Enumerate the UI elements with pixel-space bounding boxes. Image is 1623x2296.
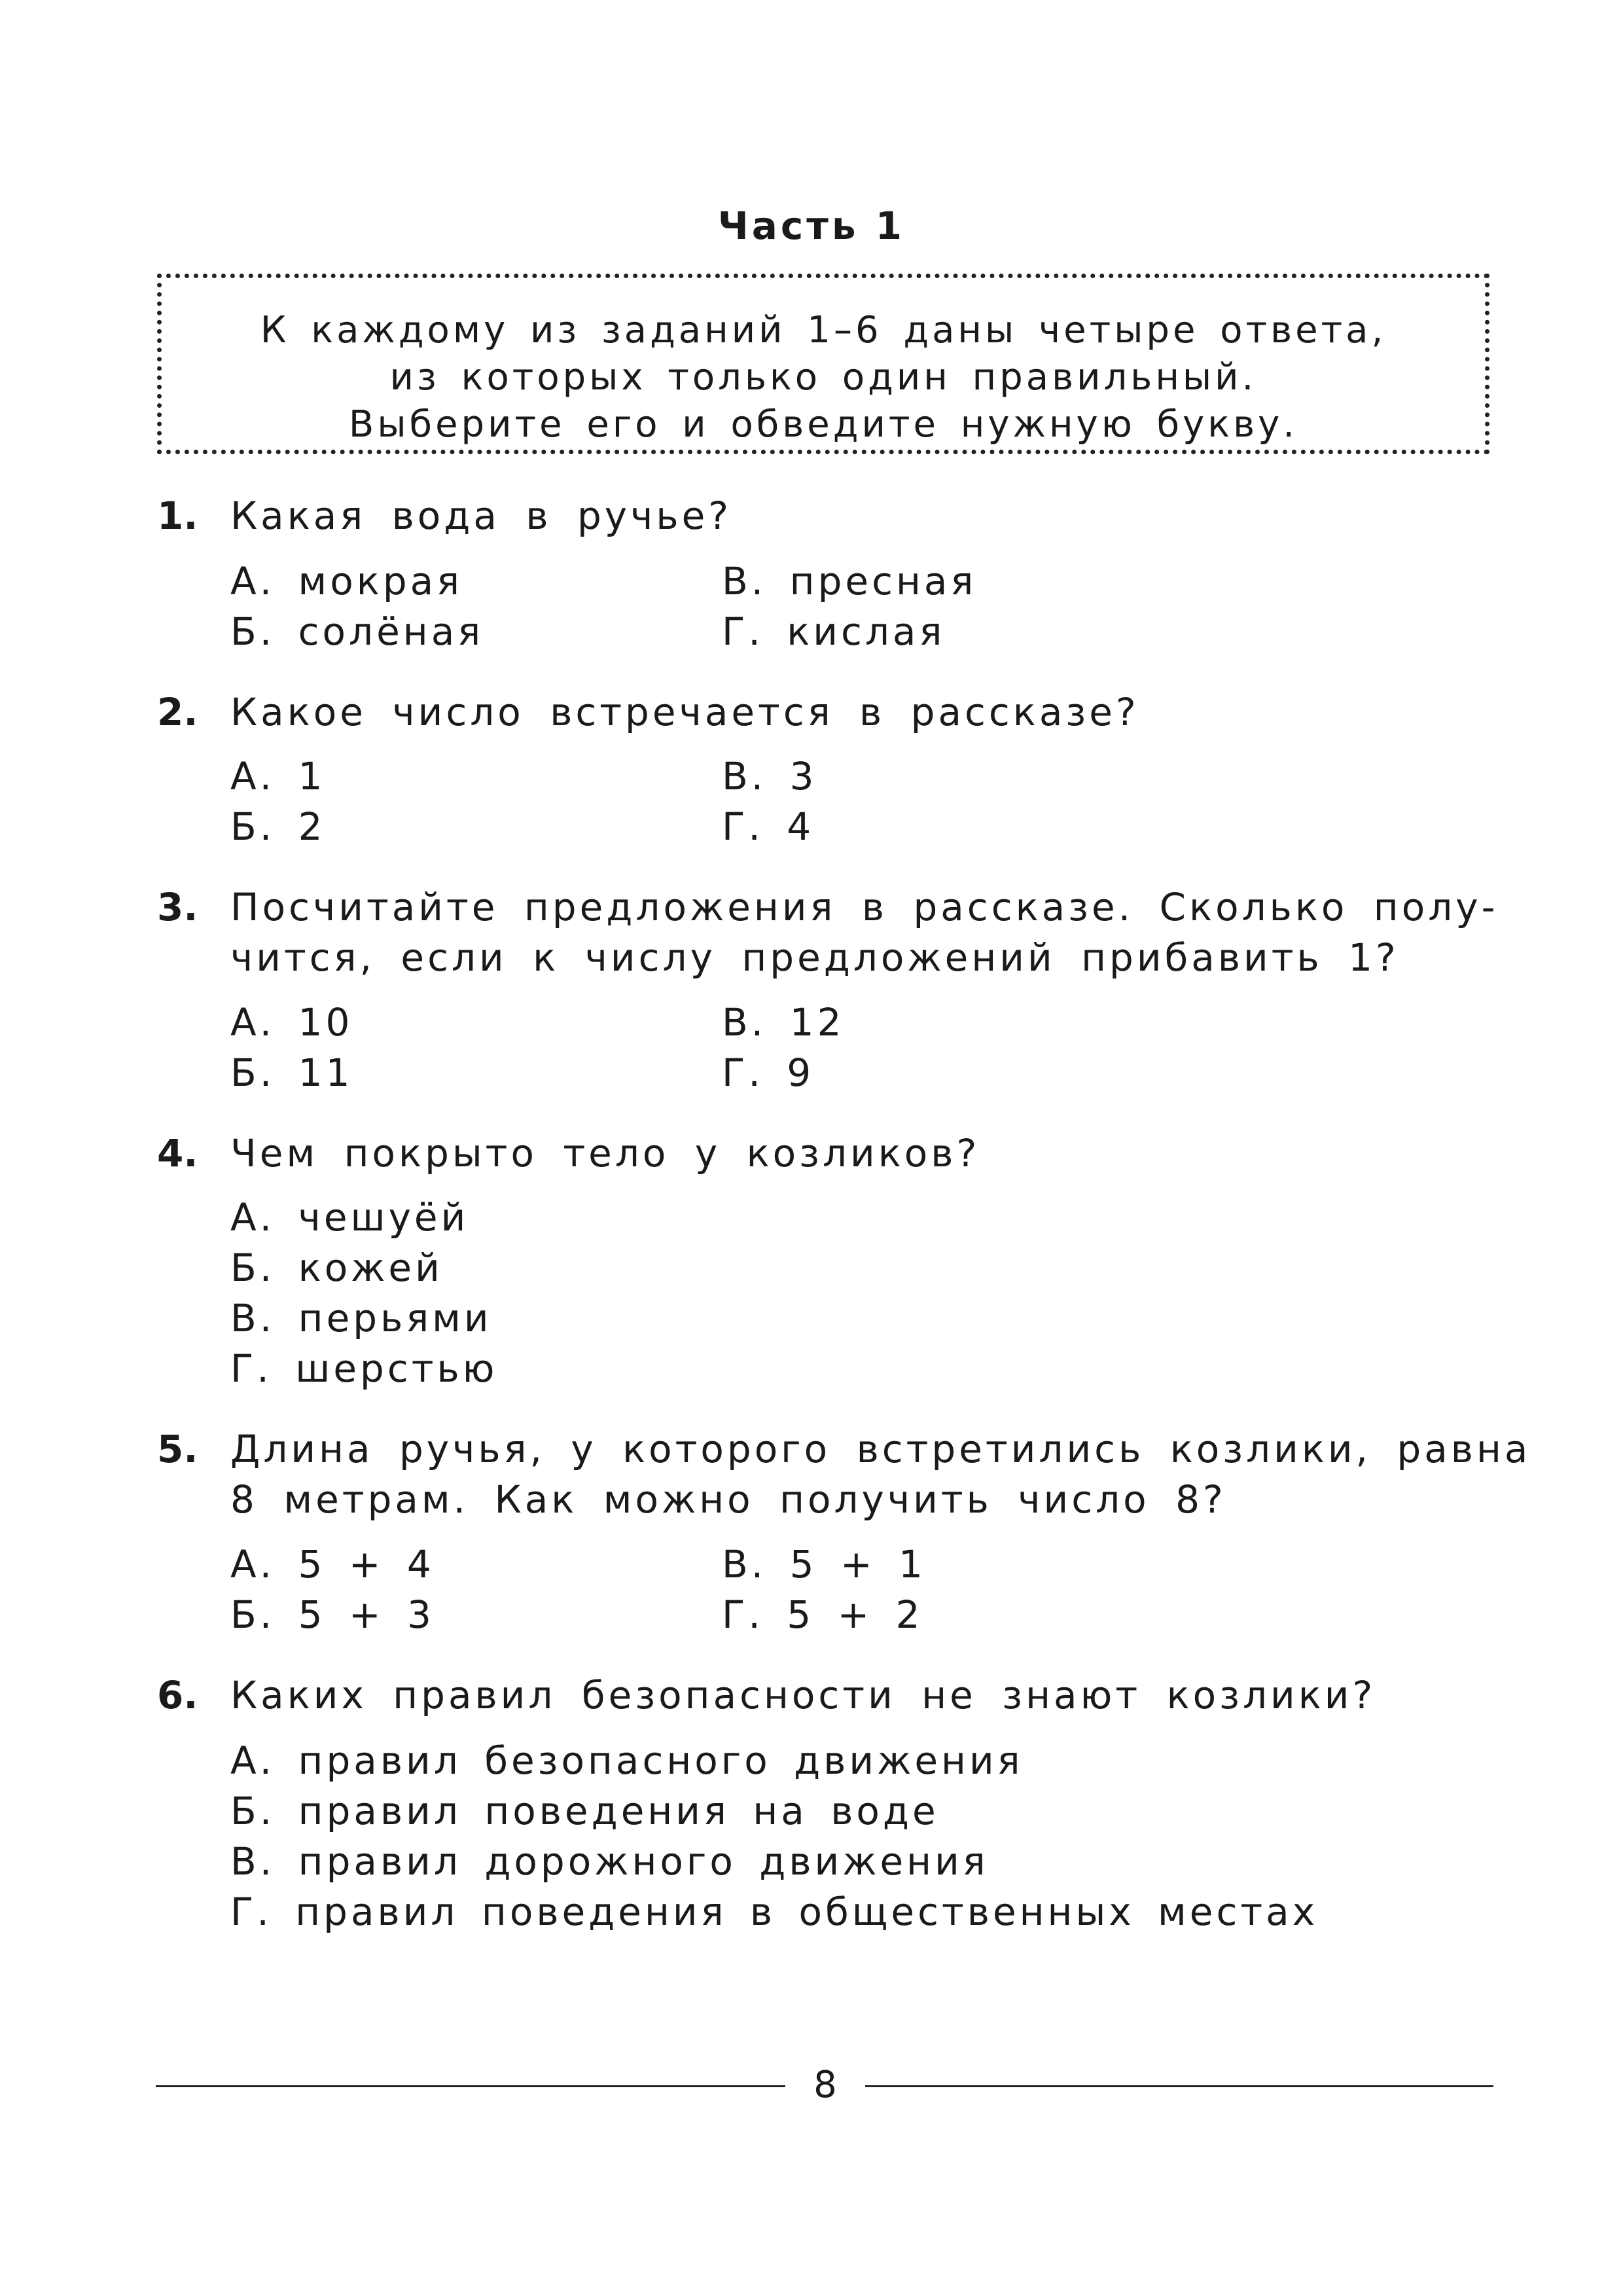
answer-option[interactable]: А. правил безопасного движения (230, 1738, 1024, 1783)
question-text: Какая вода в ручье? (230, 493, 732, 538)
page-number: 8 (813, 2064, 837, 2106)
instruction-line: Выберите его и обведите нужную букву. (348, 403, 1298, 446)
question-number: 6. (157, 1673, 198, 1717)
answer-option[interactable]: Б. 11 (230, 1050, 353, 1095)
page-title: Часть 1 (717, 204, 906, 248)
answer-option[interactable]: Б. 5 + 3 (230, 1592, 435, 1637)
answer-option[interactable]: В. правил дорожного движения (230, 1839, 989, 1884)
answer-option[interactable]: В. пресная (722, 559, 977, 603)
question-text: Длина ручья, у которого встретились козлики, равна (230, 1427, 1531, 1471)
answer-option[interactable]: А. 5 + 4 (230, 1542, 435, 1587)
answer-option[interactable]: Б. кожей (230, 1246, 443, 1290)
question-text: Чем покрыто тело у козликов? (230, 1131, 980, 1175)
question-number: 2. (157, 690, 198, 734)
answer-option[interactable]: В. перьями (230, 1296, 492, 1340)
answer-option[interactable]: Б. 2 (230, 804, 326, 849)
question-number: 1. (157, 493, 198, 538)
question-text: чится, если к числу предложений прибавить 1? (230, 935, 1399, 980)
answer-option[interactable]: А. чешуёй (230, 1195, 469, 1240)
question-text: Каких правил безопасности не знают козлики? (230, 1673, 1376, 1717)
question-number: 5. (157, 1427, 198, 1471)
answer-option[interactable]: Б. солёная (230, 609, 484, 654)
answer-option[interactable]: Г. кислая (722, 609, 946, 654)
answer-option[interactable]: В. 12 (722, 1000, 845, 1045)
question-text: Какое число встречается в рассказе? (230, 690, 1139, 734)
instruction-line: К каждому из заданий 1–6 даны четыре ответа, (260, 309, 1387, 351)
answer-option[interactable]: Г. правил поведения в общественных местах (230, 1890, 1319, 1934)
answer-option[interactable]: В. 3 (722, 754, 817, 798)
answer-option[interactable]: В. 5 + 1 (722, 1542, 926, 1587)
footer-divider-left (156, 2085, 785, 2087)
question-number: 4. (157, 1131, 198, 1175)
footer-divider-right (865, 2085, 1493, 2087)
answer-option[interactable]: Г. шерстью (230, 1346, 498, 1391)
answer-option[interactable]: Г. 9 (722, 1050, 815, 1095)
question-number: 3. (157, 885, 198, 929)
answer-option[interactable]: Б. правил поведения на воде (230, 1789, 939, 1833)
answer-option[interactable]: Г. 4 (722, 804, 815, 849)
question-text: 8 метрам. Как можно получить число 8? (230, 1477, 1226, 1522)
instruction-line: из которых только один правильный. (389, 356, 1257, 399)
question-text: Посчитайте предложения в рассказе. Сколько полу- (230, 885, 1499, 929)
answer-option[interactable]: А. 10 (230, 1000, 353, 1045)
answer-option[interactable]: Г. 5 + 2 (722, 1592, 923, 1637)
answer-option[interactable]: А. 1 (230, 754, 326, 798)
instruction-box (157, 274, 1489, 454)
answer-option[interactable]: А. мокрая (230, 559, 463, 603)
